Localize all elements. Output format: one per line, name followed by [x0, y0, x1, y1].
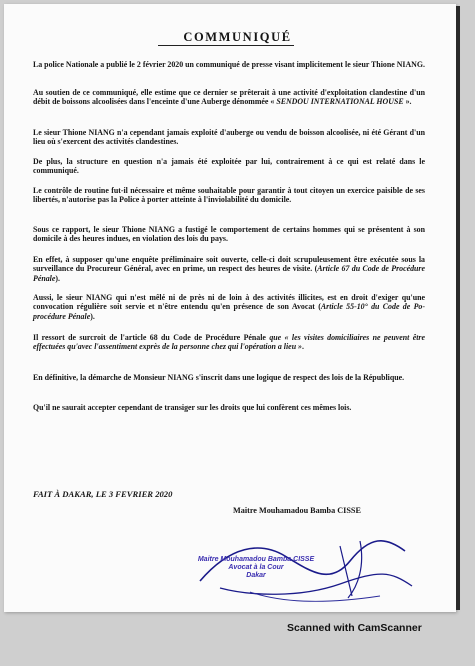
paragraph-3: Le sieur Thione NIANG n'a cependant jamais exploité d'auberge ou vendu de boisson alcoolisée, ni été Gérant d'un lieu où s'exercent des activités clandestines.	[33, 128, 425, 147]
paragraph-7: En effet, à supposer qu'une enquête préliminaire soit ouverte, celle-ci doit scrupuleusement être exécutée sous la surveillance du Procureur Général, avec en prime, un respect des heures de visite. (Article 67 du Code de Procédure Pénale).	[33, 255, 426, 283]
paragraph-11: Qu'il ne saurait accepter cependant de transiger sur les droits que lui confèrent ces mêmes lois.	[33, 403, 352, 412]
paragraph-2: Au soutien de ce communiqué, elle estime que ce dernier se prêterait à une activité d'exploitation clandestine d'un débit de boissons alcoolisées dans l'enceinte d'une Auberge dénommée « SENDOU INTERNATIONAL HOUSE ».	[33, 88, 425, 107]
author-name: Maitre Mouhamadou Bamba CISSE	[233, 506, 361, 515]
title-underline	[158, 45, 294, 46]
paragraph-4: De plus, la structure en question n'a jamais été exploitée par lui, contrairement à ce qui est relaté dans le communiqué.	[33, 157, 425, 176]
paragraph-6: Sous ce rapport, le sieur Thione NIANG a fustigé le comportement de certains hommes qui se présentent à son domicile à des heures indues, en violation des lois du pays.	[33, 225, 425, 244]
place-date: FAIT À DAKAR, LE 3 FEVRIER 2020	[33, 489, 173, 499]
paragraph-5: Le contrôle de routine fut-il nécessaire et même souhaitable pour garantir à tout citoyen un exercice paisible de ses libertés, n'autorise pas la Police à porter atteinte à l'inviolabilité du domicile.	[33, 186, 425, 205]
paragraph-9: Il ressort de surcroit de l'article 68 du Code de Procédure Pénale que « les visites domiciliaires ne peuvent être effectuées qu'avec l'assentiment exprès de la personne chez qui l'opération a lieu ».	[33, 333, 425, 352]
paragraph-1: La police Nationale a publié le 2 février 2020 un communiqué de presse visant implicitement le sieur Thione NIANG.	[33, 60, 425, 69]
document-title: COMMUNIQUÉ	[183, 30, 292, 44]
scanner-watermark: Scanned with CamScanner	[287, 622, 422, 634]
paragraph-10: En définitive, la démarche de Monsieur NIANG s'inscrit dans une logique de respect des lois de la République.	[33, 373, 405, 382]
paragraph-8: Aussi, le sieur NIANG qui n'est mêlé ni de près ni de loin à des activités illicites, est en droit d'exiger qu'une convocation régulière soit servie et n'être entendu qu'en présence de son Avocat (Article 55-10° du Code de Po-procédure Pénale).	[33, 293, 425, 321]
page-edge-shadow	[456, 6, 460, 610]
lawyer-stamp: Maitre Mouhamadou Bamba CISSE Avocat à la Cour Dakar	[197, 556, 315, 579]
